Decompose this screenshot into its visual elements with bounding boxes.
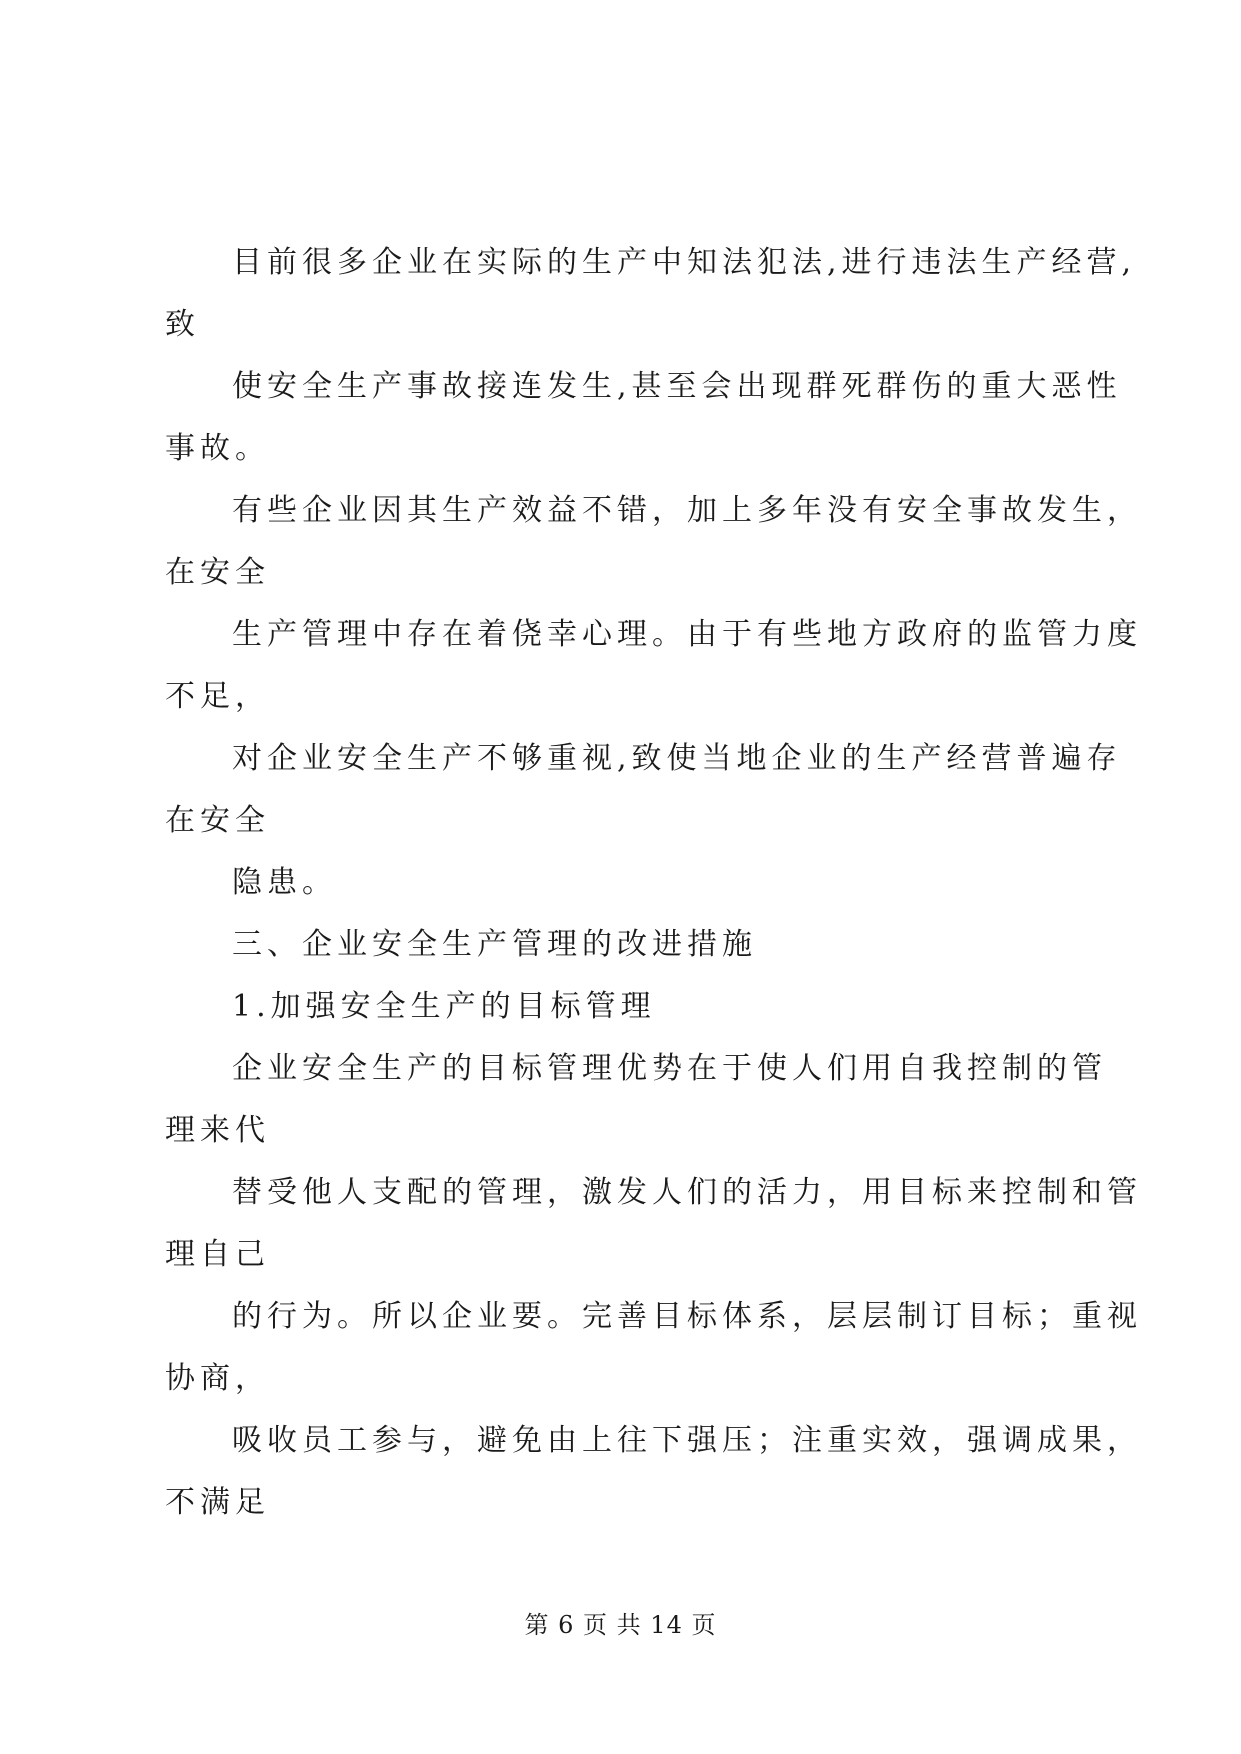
body-line: 生产管理中存在着侥幸心理。由于有些地方政府的监管力度 [232,617,1142,652]
body-line: 目前很多企业在实际的生产中知法犯法,进行违法生产经营, [232,245,1137,280]
body-line: 替受他人支配的管理，激发人们的活力，用目标来控制和管 [232,1175,1142,1210]
body-line: 理自己 [165,1237,270,1272]
body-line: 企业安全生产的目标管理优势在于使人们用自我控制的管 [232,1051,1107,1086]
document-body [165,232,1142,1534]
body-line: 对企业安全生产不够重视,致使当地企业的生产经营普遍存 [232,741,1122,776]
body-line: 使安全生产事故接连发生,甚至会出现群死群伤的重大恶性 [232,369,1122,404]
body-line: 不足， [165,679,270,714]
body-line: 在安全 [165,803,270,838]
body-line: 的行为。所以企业要。完善目标体系，层层制订目标；重视 [232,1299,1142,1334]
body-line: 不满足 [165,1485,270,1520]
body-line: 理来代 [165,1113,270,1148]
page-number-footer: 第 6 页 共 14 页 [524,1611,717,1639]
body-line: 在安全 [165,555,270,590]
body-line: 致 [165,307,200,342]
body-line: 事故。 [165,431,270,466]
body-line: 吸收员工参与，避免由上往下强压；注重实效，强调成果， [232,1423,1142,1458]
subsection-heading: 1.加强安全生产的目标管理 [232,989,656,1024]
body-line: 隐患。 [232,865,337,900]
section-heading: 三、企业安全生产管理的改进措施 [232,927,757,962]
body-line: 有些企业因其生产效益不错，加上多年没有安全事故发生， [232,493,1142,528]
body-line: 协商， [165,1361,270,1396]
